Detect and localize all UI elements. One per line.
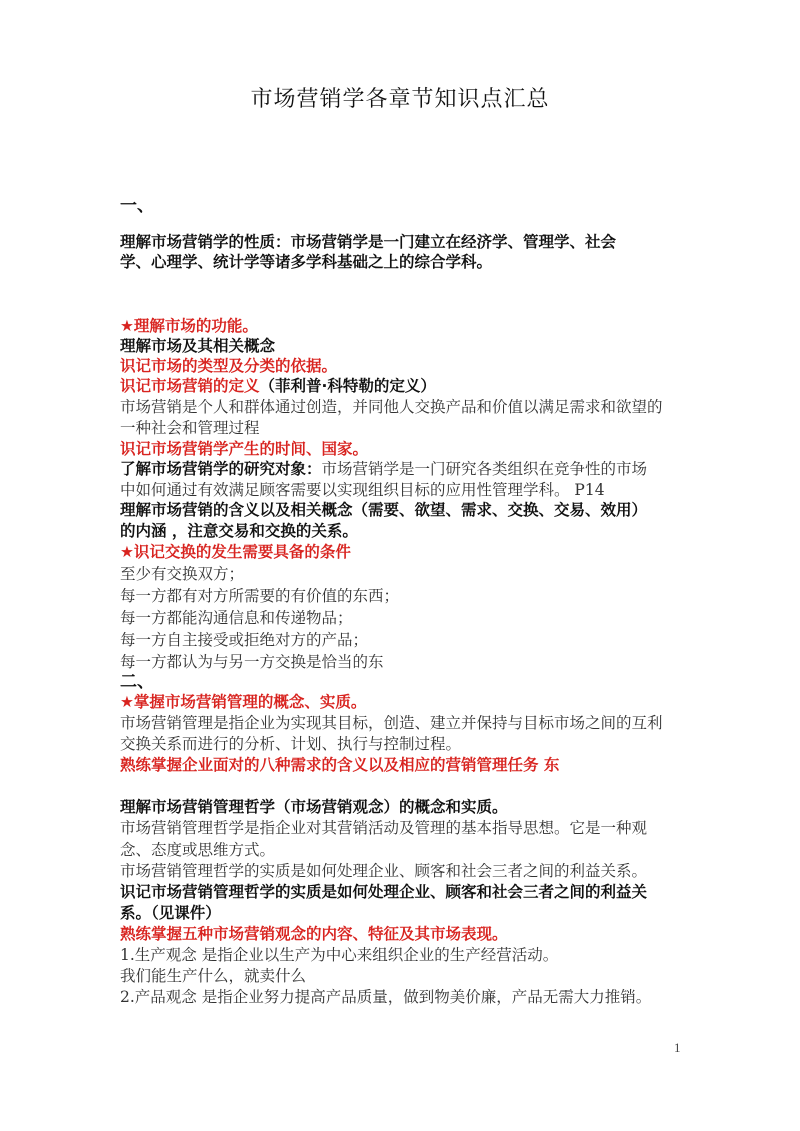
body-line: 我们能生产什么，就卖什么 — [120, 967, 307, 985]
bold-line: 理解市场营销管理哲学（市场营销观念）的概念和实质。 — [120, 798, 508, 816]
emphasis-line: 熟练掌握五种市场营销观念的内容、特征及其市场表现。 — [120, 925, 508, 943]
bold-line: 系。（见课件） — [120, 904, 221, 922]
document-title: 市场营销学各章节知识点汇总 — [250, 87, 550, 112]
body-line: 至少有交换双方； — [120, 565, 245, 583]
bold-line: 理解市场营销学的性质：市场营销学是一门建立在经济学、管理学、社会 — [120, 233, 617, 251]
page-number: 1 — [674, 1040, 681, 1055]
body-line: 每一方自主接受或拒绝对方的产品； — [120, 631, 369, 649]
section-heading: 一、 — [120, 196, 154, 216]
emphasis-line: ★识记交换的发生需要具备的条件 — [120, 543, 351, 561]
body-line: 交换关系而进行的分析、计划、执行与控制过程。 — [120, 735, 462, 753]
bold-line: 理解市场及其相关概念 — [120, 337, 276, 355]
bold-line: 理解市场营销的含义以及相关概念（需要、欲望、需求、交换、交易、效用） — [120, 501, 648, 519]
emphasis-line: 识记市场营销学产生的时间、国家。 — [120, 440, 369, 458]
body-line: 1.生产观念 是指企业以生产为中心来组织企业的生产经营活动。 — [120, 946, 559, 964]
body-line: 市场营销管理是指企业为实现其目标，创造、建立并保持与目标市场之间的互利 — [120, 714, 663, 732]
emphasis-line: ★掌握市场营销管理的概念、实质。 — [120, 693, 367, 711]
emphasis-line: 识记市场的类型及分类的依据。 — [120, 357, 338, 375]
bold-text: 了解市场营销学的研究对象： — [120, 460, 322, 478]
body-line: 2.产品观念 是指企业努力提高产品质量，做到物美价廉，产品无需大力推销。 — [120, 988, 652, 1006]
body-text: 市场营销学是一门研究各类组织在竞争性的市场 — [321, 460, 648, 478]
body-line: 市场营销管理哲学的实质是如何处理企业、顾客和社会三者之间的利益关系。 — [120, 862, 648, 880]
text-line — [120, 376, 436, 396]
body-line: 市场营销管理哲学是指企业对其营销活动及管理的基本指导思想。它是一种观 — [120, 819, 648, 837]
emphasis-text: 识记市场营销的定义 — [120, 377, 260, 395]
emphasis-line: ★理解市场的功能。 — [120, 317, 258, 335]
emphasis-line: 熟练掌握企业面对的八种需求的含义以及相应的营销管理任务 东 — [120, 756, 560, 774]
body-line: 一种社会和管理过程 — [120, 419, 260, 437]
bold-line: 的内涵 ，注意交易和交换的关系。 — [120, 522, 358, 540]
bold-line: 识记市场营销管理哲学的实质是如何处理企业、顾客和社会三者之间的利益关 — [120, 883, 648, 901]
text-line — [120, 459, 647, 479]
body-line: 念、态度或思维方式。 — [120, 841, 276, 859]
body-line: 每一方都能沟通信息和传递物品； — [120, 609, 353, 627]
body-line: 中如何通过有效满足顾客需要以实现组织目标的应用性管理学科。 P14 — [120, 481, 605, 499]
body-line: 每一方都有对方所需要的有价值的东西； — [120, 587, 400, 605]
bold-text: （菲利普·科特勒的定义） — [259, 377, 436, 395]
body-line: 每一方都认为与另一方交换是恰当的东 — [120, 653, 384, 671]
body-line: 市场营销是个人和群体通过创造，并同他人交换产品和价值以满足需求和欲望的 — [120, 398, 663, 416]
bold-line: 学、心理学、统计学等诸多学科基础之上的综合学科。 — [120, 253, 493, 271]
section-heading: 二、 — [120, 672, 154, 692]
